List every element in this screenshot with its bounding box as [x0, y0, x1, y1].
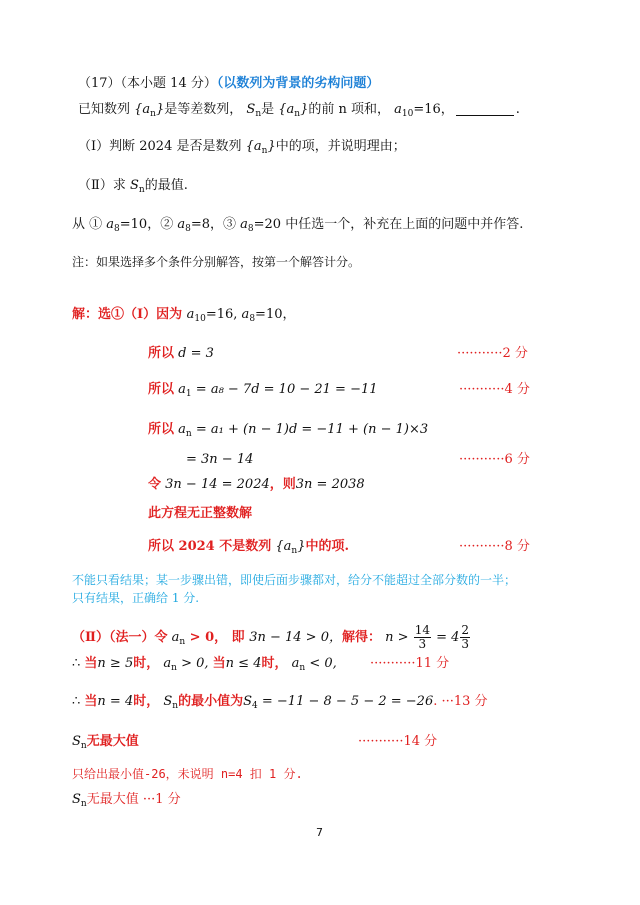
score-2: ···········2 分	[457, 346, 528, 361]
fraction-2-3	[460, 624, 470, 651]
choose-line	[72, 216, 523, 238]
seq-braces-sol: $\{a_n\}$	[271, 539, 306, 556]
choose-text: 从 ①	[72, 217, 103, 232]
so-label-2: 所以	[148, 382, 175, 397]
mixed-whole: = 4	[436, 630, 460, 645]
case-result-1: > 0,	[176, 656, 213, 671]
given-text-2: 是等差数列，	[164, 102, 243, 117]
given-text-4: 的前 n 项和，	[308, 102, 390, 117]
page-number: 7	[316, 826, 323, 839]
min-label: 的最小值为	[178, 694, 244, 709]
case-when-2: 当	[212, 656, 226, 671]
score-14: ···········14 分	[358, 734, 438, 749]
problem-number: （17）（本小题 14 分）	[78, 76, 217, 91]
a10-value: =16，	[413, 102, 454, 117]
a8-symbol-2: $a_8$	[173, 217, 191, 234]
min-cond: n = 4	[97, 694, 134, 709]
a8-symbol-3: $a_8$	[236, 217, 254, 234]
step-conclusion	[148, 538, 349, 560]
option-2: =8，③	[190, 217, 236, 232]
seq-braces-3: $\{a_n\}$	[241, 139, 276, 156]
no-integer-solution: 此方程无正整数解	[148, 506, 253, 521]
score-4: ···········4 分	[459, 382, 530, 397]
part2-end: 的最值.	[144, 178, 188, 193]
given-text-3: 是	[261, 102, 275, 117]
part2-question	[78, 177, 188, 199]
case-result-2: < 0,	[305, 656, 337, 671]
solution-head-text: 解：选①（Ⅰ）因为	[72, 307, 183, 322]
score-8: ···········8 分	[459, 539, 530, 554]
sn-symbol: $S_n$	[246, 102, 262, 119]
a10-symbol: $a_{10}$	[394, 102, 414, 119]
a8-symbol-sol: $a_8$	[241, 307, 256, 324]
no-max-text-2: 无最大值 ···1 分	[86, 792, 181, 807]
grading-remark-2: 只有结果，正确给 1 分.	[72, 591, 200, 605]
n-greater: n >	[385, 630, 409, 645]
an-symbol-2: $a_n$	[167, 630, 186, 647]
frac-denominator: 3	[418, 637, 427, 651]
step-an	[148, 421, 428, 443]
an-symbol-3: $a_n$	[163, 656, 177, 673]
part1-text: （Ⅰ）判断 2024 是否是数列	[78, 139, 242, 154]
option-1: =10，②	[119, 217, 174, 232]
s4-symbol: $S_4$	[243, 694, 258, 711]
step-let	[148, 476, 365, 494]
part2-text: （Ⅱ）求	[78, 178, 126, 193]
a10-symbol-sol: $a_{10}$	[186, 307, 206, 324]
step-d	[148, 345, 214, 363]
part1-question	[78, 138, 406, 160]
case-cond-1: n ≥ 5	[97, 656, 134, 671]
given-line: 已知数列 $\{a_n\}$是等差数列， $S_n$是 $\{a_n\}$的前 n 项和， $a_{10}=16$， .	[78, 102, 520, 119]
a1-symbol: $a_1$	[178, 382, 192, 399]
case-time-1: 时，	[133, 656, 160, 671]
seq-braces: $\{a_n\}$	[130, 102, 165, 119]
a8-sol-value: =10，	[255, 307, 296, 322]
grading-remark-3: 只给出最小值-26，未说明 n=4 扣 1 分.	[72, 767, 303, 781]
problem-topic: （以数列为背景的劣构问题）	[216, 76, 380, 91]
an-symbol-4: $a_n$	[291, 656, 306, 673]
part2-inequality: 3n − 14 > 0，	[249, 630, 342, 645]
score-13: . ···13 分	[433, 694, 488, 709]
mixed-denominator: 3	[461, 637, 470, 651]
problem-header	[78, 75, 379, 93]
a10-sol-value: =16,	[205, 307, 242, 322]
no-max-line	[72, 733, 139, 755]
so-label-1: 所以	[148, 346, 175, 361]
frac-numerator: 14	[414, 623, 430, 637]
so-label-3: 所以	[148, 422, 175, 437]
min-calc: = −11 − 8 − 5 − 2 = −26	[257, 694, 434, 709]
seq-braces-2: $\{a_n\}$	[274, 102, 309, 119]
score-6: ···········6 分	[459, 452, 530, 467]
sn-symbol-4: $S_n$	[72, 734, 87, 751]
then-equation: 3n = 2038	[295, 477, 365, 492]
solution-head	[72, 306, 295, 328]
case-time-2: 时，	[261, 656, 288, 671]
option-3: =20 中任选一个，补充在上面的问题中并作答.	[253, 217, 524, 232]
min-when: 当	[84, 694, 98, 709]
sn-symbol-2: $S_n$	[125, 178, 145, 195]
part2-head: （Ⅱ）（法一）令	[72, 630, 168, 645]
case-line: ∴ 当n ≥ 5时， $a_n > 0$, 当n ≤ 4时， $a_n < 0$,	[72, 656, 337, 673]
then-label: ，则	[269, 477, 296, 492]
grading-remark-1: 不能只看结果；某一步骤出错，即使后面步骤都对，给分不能超过全部分数的一半；	[72, 573, 517, 587]
mixed-numerator: 2	[461, 623, 470, 637]
an-result: = 3n − 14	[186, 452, 254, 467]
step-an-2	[186, 451, 253, 469]
no-max-line-2	[72, 791, 181, 813]
let-equation: 3n − 14 = 2024	[165, 477, 270, 492]
case-cond-2: n ≤ 4	[225, 656, 262, 671]
case-when-1: 当	[84, 656, 98, 671]
given-text-1: 已知数列	[78, 102, 131, 117]
no-max-text: 无最大值	[86, 734, 139, 749]
an-symbol: $a_n$	[178, 422, 192, 439]
let-label: 令	[148, 477, 162, 492]
conclusion-text: 所以 2024 不是数列	[148, 539, 272, 554]
solve-label: 解得：	[341, 630, 381, 645]
an-calc: = a₁ + (n − 1)d = −11 + (n − 1)×3	[191, 422, 429, 437]
fraction-14-3	[414, 624, 431, 651]
note-line: 注：如果选择多个条件分别解答，按第一个解答计分。	[72, 255, 361, 269]
sn-symbol-5: $S_n$	[72, 792, 87, 809]
part2-method1	[72, 618, 471, 658]
part1-end: 中的项，并说明理由；	[275, 139, 406, 154]
min-time: 时，	[133, 694, 160, 709]
step-a1	[148, 381, 378, 403]
a1-calc: = a₈ − 7d = 10 − 21 = −11	[191, 382, 378, 397]
conclusion-end: 中的项.	[305, 539, 349, 554]
sn-symbol-3: $S_n$	[163, 694, 179, 711]
d-value: d = 3	[178, 346, 214, 361]
part2-cond: > 0， 即	[185, 630, 250, 645]
score-11: ···········11 分	[370, 656, 450, 671]
fill-in-blank	[456, 103, 514, 116]
a8-symbol-1: $a_8$	[102, 217, 120, 234]
min-line: ∴ 当n = 4时， $S_n$的最小值为$S_4 = -11 - 8 - 5 - 2 = -26$. ···13 分	[72, 694, 488, 711]
